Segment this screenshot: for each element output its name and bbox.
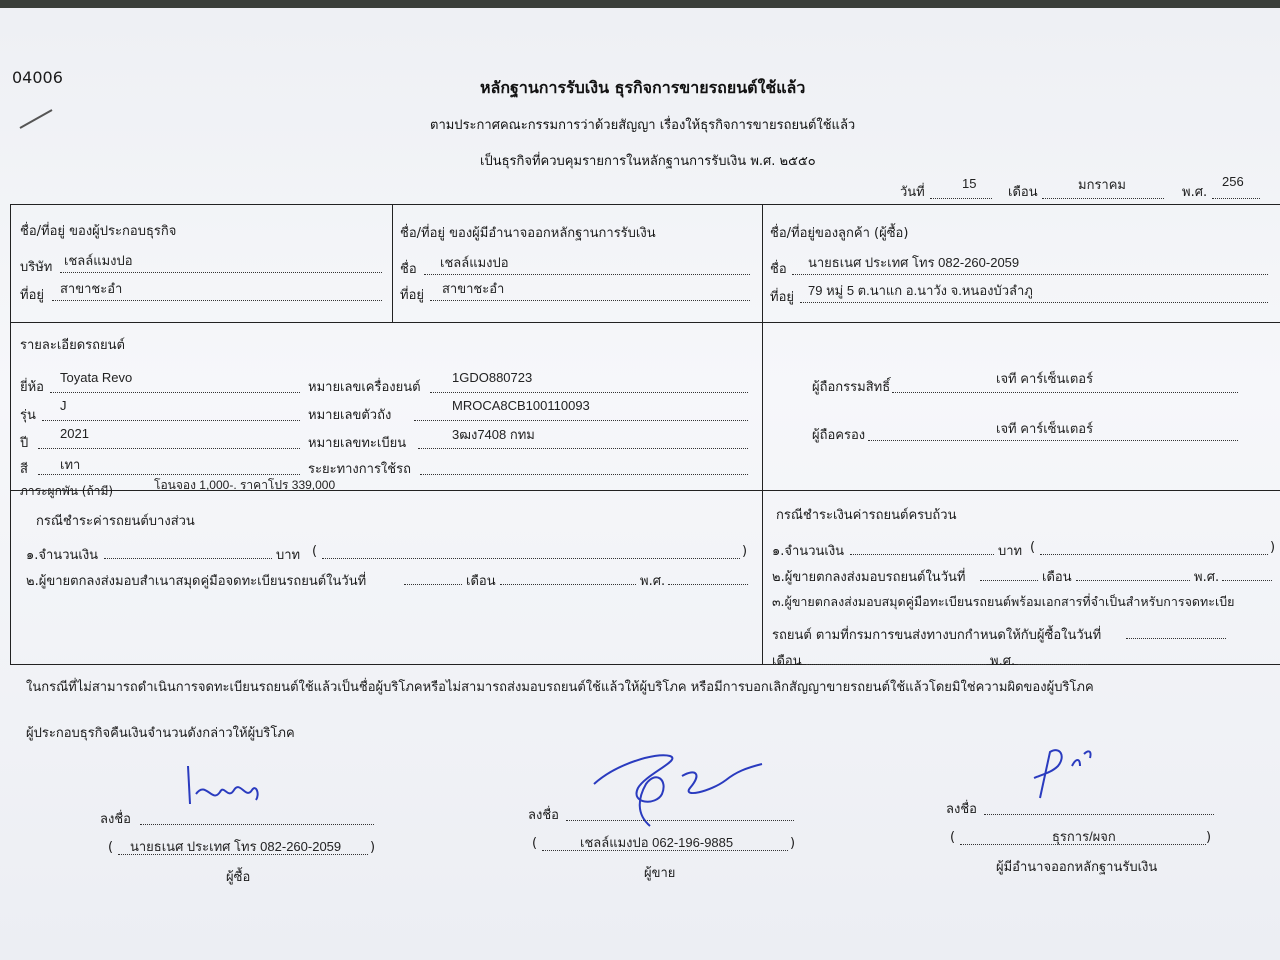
chassis-value: MROCA8CB100110093: [452, 398, 590, 413]
refund-clause-line1: ในกรณีที่ไม่สามารถดำเนินการจดทะเบียนรถยนต์ใช้แล้วเป็นชื่อผู้บริโภคหรือไม่สามารถส่งมอบรถยนต์ใช้แล้วให้ผู้บริโภค หรือมีการบอกเลิกสัญญาขายรถยนต์ใช้แล้วโดยมิใช่ความผิดของผู้บริโภค: [26, 680, 1094, 695]
seller-name: เชลล์แมงปอ 062-196-9885: [580, 835, 734, 850]
buyer-role: ผู้ซื้อ: [226, 870, 251, 885]
seller-close-paren: ): [790, 836, 796, 851]
issuer-name: เชลล์แมงปอ: [440, 255, 509, 270]
owner-value: เจที คาร์เซ็นเตอร์: [996, 371, 1094, 386]
full-close-paren: ): [1270, 540, 1276, 555]
issuer-sign-label: ลงชื่อ: [946, 802, 977, 817]
month-value: มกราคม: [1078, 177, 1126, 192]
issuer-address-label: ที่อยู่: [400, 288, 424, 303]
operator-company-label: บริษัท: [20, 260, 53, 275]
brand-label: ยี่ห้อ: [20, 380, 44, 395]
full-month2-label: เดือน: [772, 654, 802, 669]
issuer-close-paren: ): [1206, 830, 1212, 845]
partial-month-label: เดือน: [466, 574, 496, 589]
holder-value: เจที คาร์เซ็นเตอร์: [996, 421, 1094, 436]
issuer-heading: ชื่อ/ที่อยู่ ของผู้มีอำนาจออกหลักฐานการรับเงิน: [400, 226, 656, 241]
plate-value: 3ฒง7408 กทม: [452, 427, 535, 442]
partial-year-label: พ.ศ.: [640, 574, 666, 589]
buyer-signature: [176, 760, 266, 820]
full-amount-label: ๑.จำนวนเงิน: [772, 544, 845, 559]
partial-baht-label: บาท: [276, 548, 301, 563]
full-month-label: เดือน: [1042, 570, 1072, 585]
plate-label: หมายเลขทะเบียน: [308, 436, 407, 451]
seller-sign-label: ลงชื่อ: [528, 808, 559, 823]
vehicle-heading: รายละเอียดรถยนต์: [20, 338, 125, 353]
issuer-address: สาขาชะอำ: [442, 281, 505, 296]
vehicle-year-label: ปี: [20, 436, 29, 451]
full-registration-label: รถยนต์ ตามที่กรมการขนส่งทางบกกำหนดให้กับผู้ซื้อในวันที่: [772, 628, 1102, 643]
seller-signature: [586, 744, 776, 836]
full-year-label: พ.ศ.: [1194, 570, 1220, 585]
buyer-close-paren: ): [370, 840, 376, 855]
brand-value: Toyata Revo: [60, 370, 133, 385]
full-documents-label: ๓.ผู้ขายตกลงส่งมอบสมุดคู่มือทะเบียนรถยนต์พร้อมเอกสารที่จำเป็นสำหรับการจดทะเบีย: [772, 594, 1235, 609]
receipt-form: [0, 8, 1280, 960]
operator-company: เชลล์แมงปอ: [64, 253, 133, 268]
color-label: สี: [20, 462, 28, 477]
full-baht-label: บาท: [998, 544, 1023, 559]
buyer-open-paren: (: [108, 840, 114, 855]
seller-open-paren: (: [532, 836, 538, 851]
issuer-role: ผู้มีอำนาจออกหลักฐานรับเงิน: [996, 860, 1158, 875]
partial-close-paren: ): [742, 544, 748, 559]
holder-label: ผู้ถือครอง: [812, 428, 866, 443]
issuer-name-label: ชื่อ: [400, 262, 417, 277]
issuer-open-paren: (: [950, 830, 956, 845]
operator-address: สาขาชะอำ: [60, 281, 123, 296]
issuer-sign-name: ธุรการ/ผจก: [1052, 829, 1116, 844]
vehicle-year-value: 2021: [60, 426, 89, 441]
partial-open-paren: (: [312, 544, 318, 559]
year-value: 256: [1222, 174, 1244, 189]
full-heading: กรณีชำระเงินค่ารถยนต์ครบถ้วน: [776, 508, 957, 523]
partial-heading: กรณีชำระค่ารถยนต์บางส่วน: [36, 514, 195, 529]
customer-address: 79 หมู่ 5 ต.นาแก อ.นาวัง จ.หนองบัวลำภู: [808, 283, 1033, 298]
full-delivery-label: ๒.ผู้ขายตกลงส่งมอบรถยนต์ในวันที่: [772, 570, 966, 585]
form-title: หลักฐานการรับเงิน ธุรกิจการขายรถยนต์ใช้แล้ว: [480, 78, 806, 97]
customer-name-label: ชื่อ: [770, 262, 787, 277]
issuer-signature: [1030, 738, 1100, 804]
day-label: วันที่: [900, 185, 925, 200]
chassis-label: หมายเลขตัวถัง: [308, 408, 392, 423]
full-year2-label: พ.ศ.: [990, 654, 1016, 669]
day-value: 15: [962, 176, 977, 191]
partial-amount-label: ๑.จำนวนเงิน: [26, 548, 99, 563]
model-value: J: [60, 398, 67, 413]
color-value: เทา: [60, 457, 81, 472]
seller-role: ผู้ขาย: [644, 866, 676, 881]
engine-label: หมายเลขเครื่องยนต์: [308, 380, 421, 395]
owner-label: ผู้ถือกรรมสิทธิ์: [812, 380, 891, 395]
mileage-label: ระยะทางการใช้รถ: [308, 462, 411, 477]
customer-address-label: ที่อยู่: [770, 290, 794, 305]
year-label: พ.ศ.: [1182, 185, 1208, 200]
encumbrance-label: ภาระผูกพัน (ถ้ามี): [20, 484, 114, 498]
pen-mark: [18, 106, 58, 134]
form-subtitle-2: เป็นธุรกิจที่ควบคุมรายการในหลักฐานการรับเงิน พ.ศ. ๒๕๕๐: [480, 154, 816, 169]
operator-heading: ชื่อ/ที่อยู่ ของผู้ประกอบธุรกิจ: [20, 224, 177, 239]
customer-name: นายธเนศ ประเทศ โทร 082-260-2059: [808, 255, 1020, 270]
encumbrance-value: โอนจอง 1,000-. ราคาโปร 339,000: [154, 478, 336, 492]
form-subtitle-1: ตามประกาศคณะกรรมการว่าด้วยสัญญา เรื่องให้ธุรกิจการขายรถยนต์ใช้แล้ว: [430, 118, 856, 133]
buyer-name: นายธเนศ ประเทศ โทร 082-260-2059: [130, 839, 342, 854]
partial-delivery-label: ๒.ผู้ขายตกลงส่งมอบสำเนาสมุดคู่มือจดทะเบียนรถยนต์ในวันที่: [26, 574, 367, 589]
operator-address-label: ที่อยู่: [20, 288, 44, 303]
buyer-sign-label: ลงชื่อ: [100, 812, 131, 827]
refund-clause-line2: ผู้ประกอบธุรกิจคืนเงินจำนวนดังกล่าวให้ผู้บริโภค: [26, 726, 295, 741]
customer-heading: ชื่อ/ที่อยู่ของลูกค้า (ผู้ซื้อ): [770, 226, 909, 241]
month-label: เดือน: [1008, 185, 1038, 200]
engine-value: 1GDO880723: [452, 370, 533, 385]
full-open-paren: (: [1030, 540, 1036, 555]
model-label: รุ่น: [20, 408, 36, 423]
document-number: 04006: [12, 68, 63, 87]
